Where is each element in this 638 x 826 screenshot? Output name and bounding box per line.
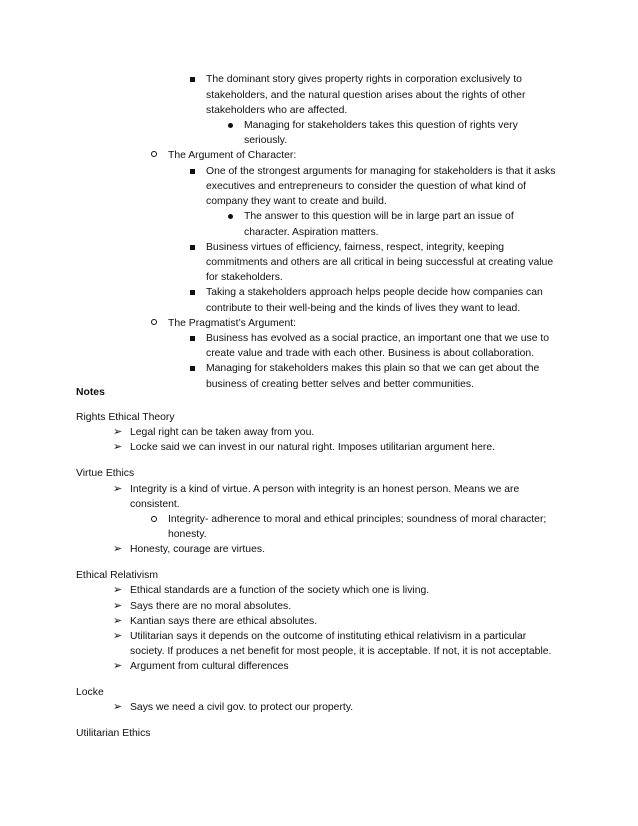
text-line: Taking a stakeholders approach helps people decide how companies can — [206, 287, 543, 298]
text-line: The dominant story gives property rights in corporation exclusively to — [206, 74, 522, 85]
text-line: stakeholders, and the natural question arises about the rights of other — [206, 90, 526, 101]
text-line: Says we need a civil gov. to protect our property. — [130, 702, 354, 713]
text-line: create value and trade with each other. Business is about collaboration. — [206, 348, 535, 359]
text-line: Utilitarian says it depends on the outcome of instituting ethical relativism in a particular — [130, 631, 527, 642]
square-bullet-marker — [190, 243, 195, 256]
arrow-bullet-icon: ➢ — [113, 701, 123, 713]
text-line: for stakeholders. — [206, 272, 283, 283]
text-line: honesty. — [168, 529, 207, 540]
arrow-bullet-icon: ➢ — [113, 543, 123, 555]
text-line: seriously. — [244, 135, 288, 146]
arrow-bullet-icon: ➢ — [113, 600, 123, 612]
text-line: society. If produces a net benefit for most people, it is acceptable. If not, it is not acceptable. — [130, 646, 552, 657]
section-heading-relativism: Ethical Relativism — [76, 570, 158, 581]
square-bullet-marker — [190, 334, 195, 347]
text-line: character. Aspiration matters. — [244, 227, 379, 238]
text-line: Integrity is a kind of virtue. A person with integrity is an honest person. Means we are — [130, 484, 520, 495]
arrow-bullet-icon: ➢ — [113, 584, 123, 596]
text-line: Honesty, courage are virtues. — [130, 544, 265, 555]
arrow-bullet-icon: ➢ — [113, 660, 123, 672]
circle-bullet-marker — [151, 318, 157, 331]
text-line: The answer to this question will be in large part an issue of — [244, 211, 514, 222]
text-line: Kantian says there are ethical absolutes. — [130, 616, 318, 627]
circle-bullet-marker — [151, 515, 157, 528]
square-bullet-marker — [190, 364, 195, 377]
arrow-bullet-icon: ➢ — [113, 630, 123, 642]
text-line: Ethical standards are a function of the society which one is living. — [130, 585, 430, 596]
text-line: company they want to create and build. — [206, 196, 387, 207]
arrow-bullet-icon: ➢ — [113, 441, 123, 453]
section-heading-rights: Rights Ethical Theory — [76, 412, 175, 423]
arrow-bullet-icon: ➢ — [113, 426, 123, 438]
text-line: Managing for stakeholders takes this question of rights very — [244, 120, 518, 131]
square-bullet-marker — [190, 75, 195, 88]
section-heading-locke: Locke — [76, 687, 104, 698]
text-line: contribute to their well-being and the kinds of lives they want to lead. — [206, 303, 521, 314]
text-line: Business virtues of efficiency, fairness, respect, integrity, keeping — [206, 242, 505, 253]
text-line: Argument from cultural differences — [130, 661, 289, 672]
text-line: executives and entrepreneurs to consider the question of what kind of — [206, 181, 526, 192]
text-line: Integrity- adherence to moral and ethical principles; soundness of moral character; — [168, 514, 547, 525]
text-line: Says there are no moral absolutes. — [130, 601, 292, 612]
text-line: consistent. — [130, 499, 180, 510]
notes-heading: Notes — [76, 387, 105, 398]
text-line: Locke said we can invest in our natural right. Imposes utilitarian argument here. — [130, 442, 496, 453]
arrow-bullet-icon: ➢ — [113, 615, 123, 627]
text-line: business of creating better selves and better communities. — [206, 379, 474, 390]
dot-bullet-marker — [228, 212, 233, 225]
subheading-pragmatists-argument: The Pragmatist’s Argument: — [168, 318, 297, 329]
arrow-bullet-icon: ➢ — [113, 483, 123, 495]
text-line: Business has evolved as a social practice, an important one that we use to — [206, 333, 550, 344]
text-line: Legal right can be taken away from you. — [130, 427, 315, 438]
square-bullet-marker — [190, 167, 195, 180]
section-heading-virtue: Virtue Ethics — [76, 468, 135, 479]
text-line: commitments and others are all critical in being successful at creating value — [206, 257, 554, 268]
text-line: stakeholders who are affected. — [206, 105, 348, 116]
square-bullet-marker — [190, 288, 195, 301]
dot-bullet-marker — [228, 121, 233, 134]
subheading-argument-of-character: The Argument of Character: — [168, 150, 297, 161]
section-heading-utilitarian: Utilitarian Ethics — [76, 728, 151, 739]
text-line: One of the strongest arguments for managing for stakeholders is that it asks — [206, 166, 556, 177]
circle-bullet-marker — [151, 150, 157, 163]
text-line: Managing for stakeholders makes this plain so that we can get about the — [206, 363, 540, 374]
